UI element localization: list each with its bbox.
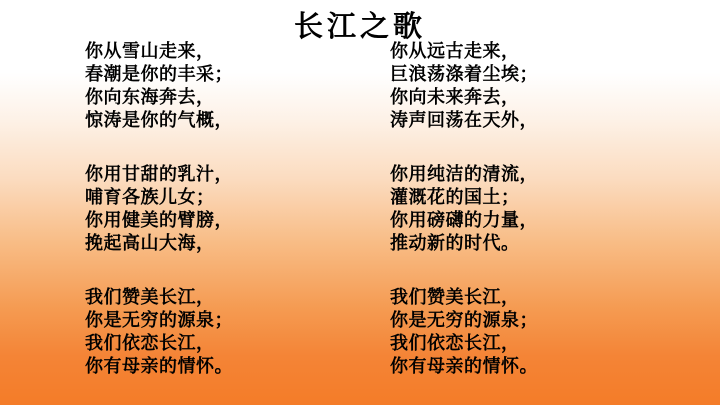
lyric-line: 你有母亲的情怀。 [390,356,538,377]
lyric-line: 你用健美的臂膀， [85,210,233,231]
stanza [390,163,720,255]
stanza-spacer [390,277,720,286]
lyric-line: 你从雪山走来， [85,41,215,62]
stanza-spacer [85,277,305,286]
lyric-line: 我们赞美长江， [390,287,520,308]
stanza [85,163,305,255]
lyric-line: 惊涛是你的气概， [85,110,233,131]
stanza-spacer [390,154,720,163]
right-column [305,40,720,405]
lyric-line: 巨浪荡涤着尘埃； [390,64,538,85]
lyric-line: 我们依恋长江， [390,333,520,354]
lyric-line: 你向东海奔去， [85,87,215,108]
page-title: 长江之歌 [293,9,426,43]
lyric-line: 涛声回荡在天外， [390,110,538,131]
lyric-line: 我们赞美长江， [85,287,215,308]
lyric-line: 你用磅礴的力量， [390,210,538,231]
lyric-line: 你有母亲的情怀。 [85,356,233,377]
stanza-spacer [85,154,305,163]
lyric-line: 推动新的时代。 [390,233,520,254]
lyric-line: 哺育各族儿女； [85,187,215,208]
lyric-line: 你用纯洁的清流， [390,164,538,185]
stanza [85,40,305,132]
lyric-line: 你用甘甜的乳汁， [85,164,233,185]
stanza [85,286,305,378]
lyric-line: 你是无穷的源泉； [390,310,538,331]
lyric-line: 春潮是你的丰采； [85,64,233,85]
lyric-line: 灌溉花的国土； [390,187,520,208]
lyric-line: 你向未来奔去， [390,87,520,108]
left-column [0,40,305,405]
lyric-line: 你从远古走来， [390,41,520,62]
lyrics-body [0,40,720,405]
stanza [390,40,720,132]
lyric-line: 挽起高山大海， [85,233,215,254]
lyric-line: 我们依恋长江， [85,333,215,354]
stanza [390,286,720,378]
lyric-line: 你是无穷的源泉； [85,310,233,331]
